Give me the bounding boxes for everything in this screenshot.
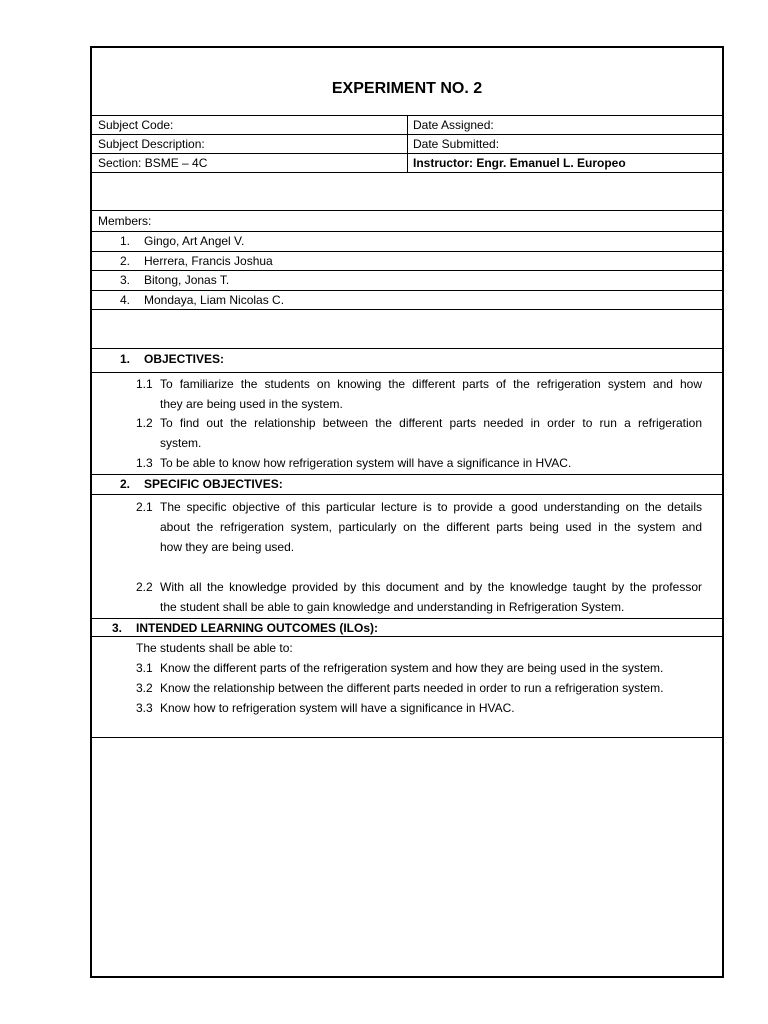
divider xyxy=(92,309,722,310)
objectives-heading: OBJECTIVES: xyxy=(144,352,225,366)
member-number: 2. xyxy=(120,254,131,268)
ilos-number: 3. xyxy=(112,621,123,635)
member-name: Gingo, Art Angel V. xyxy=(144,234,245,248)
objective-number: 1.3 xyxy=(136,456,153,470)
divider xyxy=(92,474,722,475)
member-number: 1. xyxy=(120,234,131,248)
member-name: Herrera, Francis Joshua xyxy=(144,254,273,268)
edge-mark xyxy=(722,348,723,372)
objectives-number: 1. xyxy=(120,352,131,366)
specific-objective-item xyxy=(136,497,702,557)
divider xyxy=(92,618,722,619)
objective-item xyxy=(136,374,702,414)
date-assigned-label: Date Assigned: xyxy=(413,118,494,132)
specific-objectives-number: 2. xyxy=(120,477,131,491)
specific-objective-text-line: With all the knowledge provided by this document and by the knowledge taught by the professor xyxy=(160,580,702,594)
objective-text-line: system. xyxy=(160,436,202,450)
specific-objective-text-line: about the refrigeration system, particularly on the different parts being used in the system and xyxy=(160,520,702,534)
specific-objective-item xyxy=(136,577,702,617)
members-heading: Members: xyxy=(98,214,152,228)
ilos-heading: INTENDED LEARNING OUTCOMES (ILOs): xyxy=(136,621,378,635)
ilo-text: Know the relationship between the different parts needed in order to run a refrigeration system. xyxy=(160,681,664,695)
ilo-number: 3.3 xyxy=(136,701,153,715)
divider xyxy=(92,210,722,211)
divider xyxy=(92,270,722,271)
divider xyxy=(92,290,722,291)
date-submitted-label: Date Submitted: xyxy=(413,137,500,151)
ilo-text: Know how to refrigeration system will have a significance in HVAC. xyxy=(160,701,515,715)
specific-objective-text-line: The specific objective of this particular lecture is to provide a good understanding on the details xyxy=(160,500,702,514)
divider xyxy=(92,494,722,495)
divider xyxy=(92,231,722,232)
ilo-text: Know the different parts of the refrigeration system and how they are being used in the system. xyxy=(160,661,664,675)
objective-number: 1.1 xyxy=(136,377,153,391)
divider xyxy=(92,172,722,173)
objective-item xyxy=(136,453,702,473)
member-number: 4. xyxy=(120,293,131,307)
instructor-label: Instructor: Engr. Emanuel L. Europeo xyxy=(413,156,626,170)
divider xyxy=(92,636,722,637)
objective-text-line: To be able to know how refrigeration system will have a significance in HVAC. xyxy=(160,456,572,470)
ilo-number: 3.2 xyxy=(136,681,153,695)
objective-item xyxy=(136,413,702,453)
member-number: 3. xyxy=(120,273,131,287)
divider xyxy=(92,348,722,349)
column-divider xyxy=(407,115,408,172)
specific-objective-text-line: the student shall be able to gain knowledge and understanding in Refrigeration System. xyxy=(160,600,625,614)
member-name: Bitong, Jonas T. xyxy=(144,273,230,287)
ilos-intro: The students shall be able to: xyxy=(136,641,293,655)
page-title: EXPERIMENT NO. 2 xyxy=(331,80,483,97)
section-label: Section: BSME – 4C xyxy=(98,156,208,170)
objective-text-line: To familiarize the students on knowing the different parts of the refrigeration system and how xyxy=(160,377,702,391)
document-frame xyxy=(90,46,724,978)
specific-objective-number: 2.2 xyxy=(136,580,153,594)
objective-number: 1.2 xyxy=(136,416,153,430)
ilo-number: 3.1 xyxy=(136,661,153,675)
specific-objective-number: 2.1 xyxy=(136,500,153,514)
specific-objectives-heading: SPECIFIC OBJECTIVES: xyxy=(144,477,283,491)
divider xyxy=(92,251,722,252)
objective-text-line: they are being used in the system. xyxy=(160,397,343,411)
member-name: Mondaya, Liam Nicolas C. xyxy=(144,293,285,307)
objective-text-line: To find out the relationship between the different parts needed in order to run a refrigeration xyxy=(160,416,702,430)
specific-objective-text-line: how they are being used. xyxy=(160,540,295,554)
divider xyxy=(92,372,722,373)
subject-description-label: Subject Description: xyxy=(98,137,205,151)
subject-code-label: Subject Code: xyxy=(98,118,174,132)
divider xyxy=(92,737,722,738)
